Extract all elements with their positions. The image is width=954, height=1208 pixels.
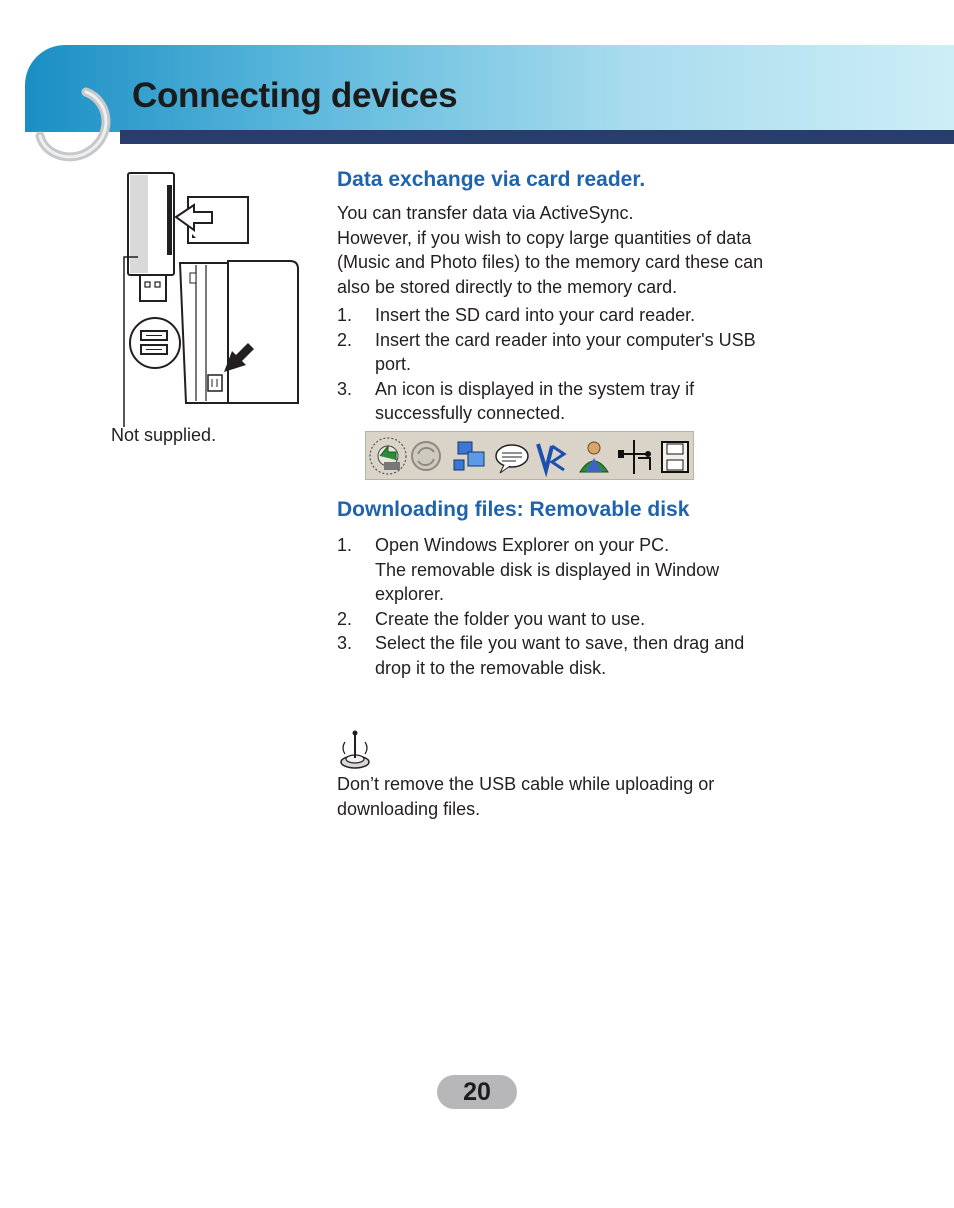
step-number: 1. <box>337 305 353 325</box>
list-item <box>337 328 827 377</box>
intro-line: also be stored directly to the memory card. <box>337 276 678 297</box>
header-rule <box>120 130 954 144</box>
section1-intro <box>337 201 827 299</box>
step-text: explorer. <box>375 584 445 604</box>
list-item <box>337 533 827 607</box>
step-number: 3. <box>337 633 353 653</box>
step-text: successfully connected. <box>375 403 566 423</box>
step-text: An icon is displayed in the system tray if <box>375 378 695 399</box>
intro-line: You can transfer data via ActiveSync. <box>337 203 634 223</box>
card-reader-illustration <box>108 165 303 427</box>
antenna-note-icon <box>337 728 377 772</box>
step-number: 2. <box>337 329 353 350</box>
section1-steps <box>337 303 827 426</box>
step-text: The removable disk is displayed in Window <box>375 559 720 580</box>
step-text: Create the folder you want to use. <box>375 608 646 629</box>
note-text <box>337 772 827 821</box>
step-text: port. <box>375 354 412 374</box>
page-number: 20 <box>437 1075 517 1109</box>
section-heading-card-reader: Data exchange via card reader. <box>337 168 646 191</box>
step-text: Insert the card reader into your computer's USB <box>375 329 756 350</box>
user-icon <box>580 442 608 472</box>
chat-icon <box>496 445 528 473</box>
intro-line: However, if you wish to copy large quantities of data <box>337 227 752 248</box>
page-title: Connecting devices <box>132 76 458 115</box>
section-heading-removable-disk: Downloading files: Removable disk <box>337 498 690 521</box>
activesync-icon <box>370 438 406 474</box>
step-text: drop it to the removable disk. <box>375 657 607 678</box>
section2-steps <box>337 533 827 680</box>
ring-logo-icon <box>28 80 118 165</box>
note-line: Don’t remove the USB cable while uploading or <box>337 774 715 794</box>
illustration-caption: Not supplied. <box>111 425 217 445</box>
list-item <box>337 631 827 680</box>
note-line: downloading files. <box>337 798 481 819</box>
step-text: Insert the SD card into your card reader. <box>375 305 696 325</box>
step-number: 2. <box>337 608 353 629</box>
system-tray-image <box>365 431 694 480</box>
sync-icon <box>412 442 440 470</box>
step-text: Open Windows Explorer on your PC. <box>375 535 670 555</box>
usb-safely-remove-icon <box>618 440 651 474</box>
intro-line: (Music and Photo files) to the memory card these can <box>337 252 764 272</box>
step-number: 1. <box>337 535 353 555</box>
list-item <box>337 303 827 328</box>
bluetooth-icon <box>538 444 564 470</box>
network-icon <box>454 442 484 470</box>
list-item <box>337 377 827 426</box>
step-text: Select the file you want to save, then drag and <box>375 633 745 653</box>
step-number: 3. <box>337 378 353 399</box>
floppy-icon <box>662 442 688 472</box>
list-item <box>337 607 827 632</box>
